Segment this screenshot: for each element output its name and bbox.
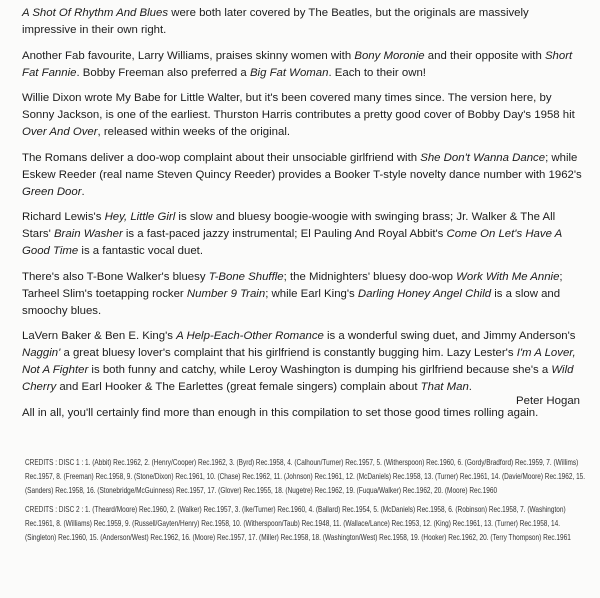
text-segment: is a fast-paced jazzy instrumental; El Pauling And Royal Abbit's bbox=[122, 228, 447, 240]
song-title: Naggin' bbox=[22, 347, 61, 359]
paragraph bbox=[22, 48, 584, 82]
text-segment: . Each to their own! bbox=[328, 66, 426, 79]
song-title: Number 9 Train bbox=[186, 287, 266, 300]
text-segment: is a wonderful swing duet, and Jimmy Anderson's bbox=[323, 330, 576, 342]
song-title: She Don't Wanna Dance bbox=[420, 151, 546, 164]
credits-disc-1: CREDITS : DISC 1 : 1. (Abbit) Rec.1962, 2. (Henry/Cooper) Rec.1962, 3. (Byrd) Rec.1958, 4. (Calhoun/Turner) Rec.1957, 5. (Witherspoon) Rec.1960, 6. (Gordy/Bradford) Rec.1959, 7. (Willims) Rec.1957, 8. (Freeman) Rec.1958, 9. (Stone/Dixon) Rec.1961, 10. (Chase) Rec.1962, 11. (Johnson) Rec.1961, 12. (McDaniels) Rec.1958, 13. (Turner) Rec.1961, 14. (Davie/Moore) Rec.1962, 15. (Sanders) Rec.1958, 16. (Stonebridge/McGuinness) Rec.1957, 17. (Glover) Rec.1955, 18. (Nugetre) Rec.1962, 19. (Fuqua/Walker) Rec.1962, 20. (Moore) Rec.1960 bbox=[25, 457, 586, 496]
paragraph bbox=[22, 328, 584, 396]
song-title: Wild Cherry bbox=[22, 364, 574, 393]
credits-disc-2: CREDITS : DISC 2 : 1. (Theard/Moore) Rec.1960, 2. (Walker) Rec.1957, 3. (Ike/Turner) Rec.1960, 4. (Ballard) Rec.1954, 5. (McDaniels) Rec.1958, 6. (Robinson) Rec.1958, 7. (Washington) Rec.1961, 8. (Williams) Rec.1959, 9. (Russell/Gayten/Henry) Rec.1958, 10. (Witherspoon/Taub) Rec.1948, 11. (Wallace/Lance) Rec.1953, 12. (King) Rec.1961, 13. (Turner) Rec.1958, 14. (Singleton) Rec.1960, 15. (Anderson/West) Rec.1962, 16. (Moore) Rec.1957, 17. (Miller) Rec.1958, 18. (Washington/West) Rec.1958, 19. (Hooker) Rec.1962, 20. (Terry Thompson) Rec.1961 bbox=[25, 503, 571, 543]
text-segment: is a slow and smoochy blues. bbox=[22, 287, 561, 317]
text-segment: . Bobby Freeman also preferred a bbox=[76, 66, 250, 79]
song-title: Green Door bbox=[22, 185, 82, 198]
paragraph bbox=[22, 5, 584, 39]
text-segment: LaVern Baker & Ben E. King's bbox=[22, 330, 177, 342]
text-segment: . bbox=[81, 185, 85, 198]
song-title: Short Fat Fannie bbox=[22, 49, 573, 79]
text-segment: , released within weeks of the original. bbox=[97, 126, 291, 138]
text-segment: There's also T-Bone Walker's bluesy bbox=[22, 270, 209, 283]
paragraph bbox=[22, 405, 584, 422]
text-segment: All in all, you'll certainly find more than enough in this compilation to set those good times rolling again. bbox=[22, 406, 539, 419]
song-title: Over And Over bbox=[22, 126, 98, 138]
liner-notes-body bbox=[22, 5, 584, 430]
text-segment: is slow and bluesy boogie-woogie with swinging brass; Jr. Walker & The All Stars' bbox=[22, 211, 556, 240]
song-title: A Shot Of Rhythm And Blues bbox=[22, 7, 169, 19]
paragraph bbox=[22, 209, 584, 260]
song-title: T-Bone Shuffle bbox=[208, 270, 284, 283]
song-title: Big Fat Woman bbox=[249, 66, 329, 79]
song-title: Brain Washer bbox=[53, 228, 123, 240]
song-title: Hey, Little Girl bbox=[104, 211, 176, 223]
song-title: A Help-Each-Other Romance bbox=[176, 330, 324, 342]
text-segment: ; Tarheel Slim's toetapping rocker bbox=[22, 270, 563, 300]
song-title: I'm A Lover, Not A Fighter bbox=[22, 347, 576, 376]
song-title: Darling Honey Angel Child bbox=[357, 287, 492, 300]
text-segment: Willie Dixon wrote My Babe for Little Walter, but it's been covered many times since. The version here, by Sonny Jackson, is one of the earliest. Thurston Harris contributes a pretty good cover of Bobby Day's 1958 hit bbox=[22, 92, 575, 121]
text-segment: ; the Midnighters' bluesy doo-wop bbox=[283, 270, 457, 283]
text-segment: is a fantastic vocal duet. bbox=[78, 245, 203, 257]
text-segment: Richard Lewis's bbox=[22, 211, 105, 223]
text-segment: ; while Eskew Reeder (real name Steven Quincy Reeder) provides a Booker T-style novelty dance number with 1962's bbox=[22, 151, 582, 181]
song-title: Work With Me Annie bbox=[456, 270, 560, 283]
paragraph bbox=[22, 269, 584, 320]
paragraph bbox=[22, 150, 584, 201]
text-segment: . bbox=[468, 381, 472, 393]
song-title: That Man bbox=[420, 381, 469, 393]
text-segment: is both funny and catchy, while Leroy Washington is dumping his girlfriend because she's a bbox=[88, 364, 552, 376]
song-title: Come On Let's Have A Good Time bbox=[22, 228, 562, 257]
text-segment: and their opposite with bbox=[424, 49, 545, 62]
text-segment: and Earl Hooker & The Earlettes (great female singers) complain about bbox=[56, 381, 421, 393]
text-segment: The Romans deliver a doo-wop complaint about their unsociable girlfriend with bbox=[22, 151, 421, 164]
text-segment: ; while Earl King's bbox=[265, 287, 358, 300]
song-title: Bony Moronie bbox=[354, 49, 425, 62]
text-segment: were both later covered by The Beatles, but the originals are massively impressive in their own right. bbox=[22, 7, 529, 36]
text-segment: Another Fab favourite, Larry Williams, praises skinny women with bbox=[22, 49, 355, 62]
credits-section bbox=[25, 455, 587, 548]
paragraph bbox=[22, 90, 584, 141]
author-signature: Peter Hogan bbox=[516, 395, 580, 407]
text-segment: a great bluesy lover's complaint that his girlfriend is constantly bugging him. Lazy Lester's bbox=[60, 347, 517, 359]
